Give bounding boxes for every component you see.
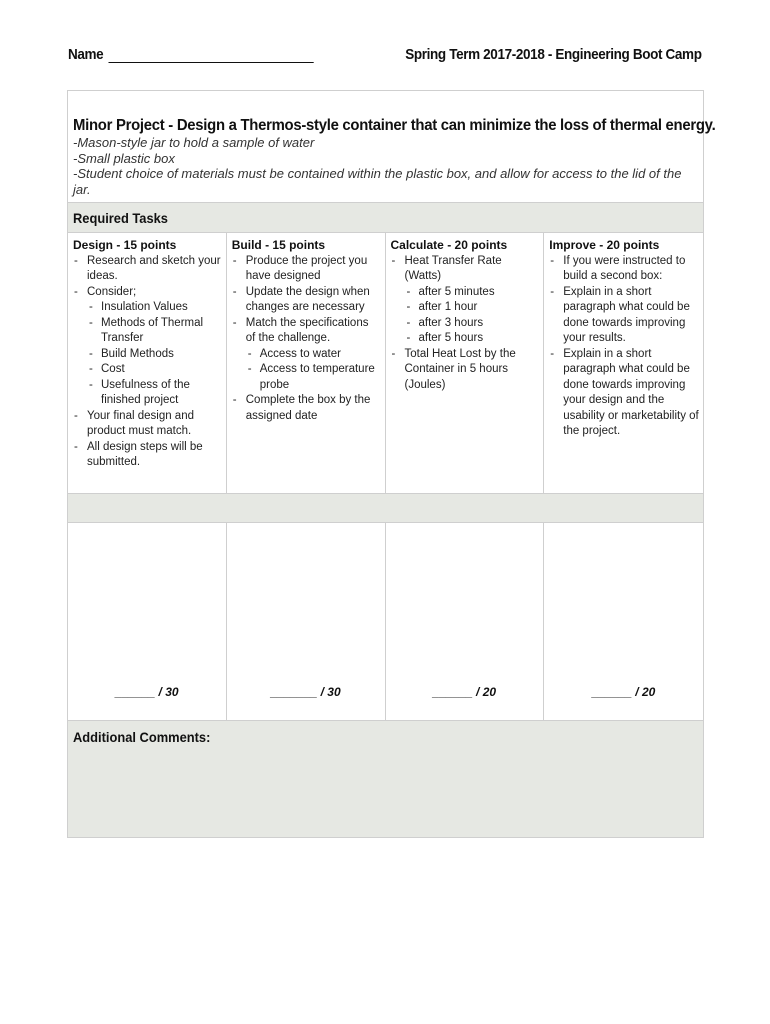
calculate-score-cell[interactable] bbox=[386, 523, 545, 720]
project-requirement: -Mason-style jar to hold a sample of water bbox=[73, 135, 315, 150]
list-item: - If you were instructed to build a second box: bbox=[549, 254, 699, 285]
list-item: - Explain in a short paragraph what could be done towards improving your results. bbox=[549, 285, 699, 347]
column-heading: Design - 15 points bbox=[73, 238, 177, 252]
list-item: - Research and sketch your ideas. bbox=[73, 254, 222, 285]
divider-band bbox=[68, 493, 703, 523]
list-item: - Your final design and product must match. bbox=[73, 409, 222, 440]
list-item: - after 3 hours bbox=[391, 316, 540, 332]
page-header bbox=[68, 46, 702, 63]
score-columns bbox=[68, 523, 703, 720]
project-requirement: -Small plastic box bbox=[73, 150, 175, 166]
additional-comments-box[interactable] bbox=[68, 720, 703, 837]
list-item: - Total Heat Lost by the Container in 5 hours (Joules) bbox=[391, 347, 540, 394]
build-score: _______ / 30 bbox=[270, 685, 341, 699]
name-label: Name bbox=[68, 46, 104, 63]
improve-column bbox=[544, 233, 703, 493]
list-item: - Heat Transfer Rate (Watts) bbox=[391, 254, 540, 285]
name-field bbox=[68, 46, 314, 63]
required-tasks-band bbox=[68, 202, 703, 233]
calculate-score: ______ / 20 bbox=[432, 685, 497, 699]
list-item: - Build Methods bbox=[73, 347, 222, 363]
list-item: - after 1 hour bbox=[391, 300, 540, 316]
list-item: - Produce the project you have designed bbox=[232, 254, 381, 285]
column-heading: Build - 15 points bbox=[231, 238, 326, 252]
build-column bbox=[227, 233, 386, 493]
list-item: - Complete the box by the assigned date bbox=[232, 393, 381, 424]
design-score-cell[interactable] bbox=[68, 523, 227, 720]
column-heading: Calculate - 20 points bbox=[390, 238, 508, 252]
project-requirement: -Student choice of materials must be contained within the plastic box, and allow for access to the lid of the jar. bbox=[73, 166, 682, 197]
project-description bbox=[68, 91, 716, 202]
additional-comments-title: Additional Comments: bbox=[73, 729, 211, 745]
term-title: Spring Term 2017-2018 - Engineering Boot Camp bbox=[405, 46, 702, 63]
list-item: - Cost bbox=[73, 362, 222, 378]
required-tasks-title: Required Tasks bbox=[73, 209, 168, 226]
calculate-column bbox=[386, 233, 545, 493]
list-item: - Usefulness of the finished project bbox=[73, 378, 222, 409]
project-sheet bbox=[67, 90, 716, 838]
list-item: - Access to water bbox=[232, 347, 381, 363]
list-item: - Insulation Values bbox=[73, 300, 222, 316]
list-item: - Methods of Thermal Transfer bbox=[73, 316, 222, 347]
build-score-cell[interactable] bbox=[227, 523, 386, 720]
list-item: - after 5 minutes bbox=[391, 285, 540, 301]
list-item: - Access to temperature probe bbox=[232, 362, 381, 393]
list-item: - All design steps will be submitted. bbox=[73, 440, 222, 471]
improve-score-cell[interactable] bbox=[544, 523, 703, 720]
design-score: ______ / 30 bbox=[115, 685, 179, 699]
list-item: - Explain in a short paragraph what could be done towards improving your design and the usability or marketability of the project. bbox=[549, 347, 699, 440]
improve-score: ______ / 20 bbox=[591, 685, 656, 699]
list-item: - Update the design when changes are necessary bbox=[232, 285, 381, 316]
name-blank-line[interactable] bbox=[109, 48, 314, 63]
design-column bbox=[68, 233, 227, 493]
list-item: - after 5 hours bbox=[391, 331, 540, 347]
list-item: - Match the specifications of the challenge. bbox=[232, 316, 381, 347]
column-heading: Improve - 20 points bbox=[549, 238, 660, 252]
project-title: Minor Project - Design a Thermos-style container that can minimize the loss of thermal energy. bbox=[73, 117, 716, 134]
list-item: - Consider; bbox=[73, 285, 222, 301]
task-columns bbox=[68, 233, 703, 493]
